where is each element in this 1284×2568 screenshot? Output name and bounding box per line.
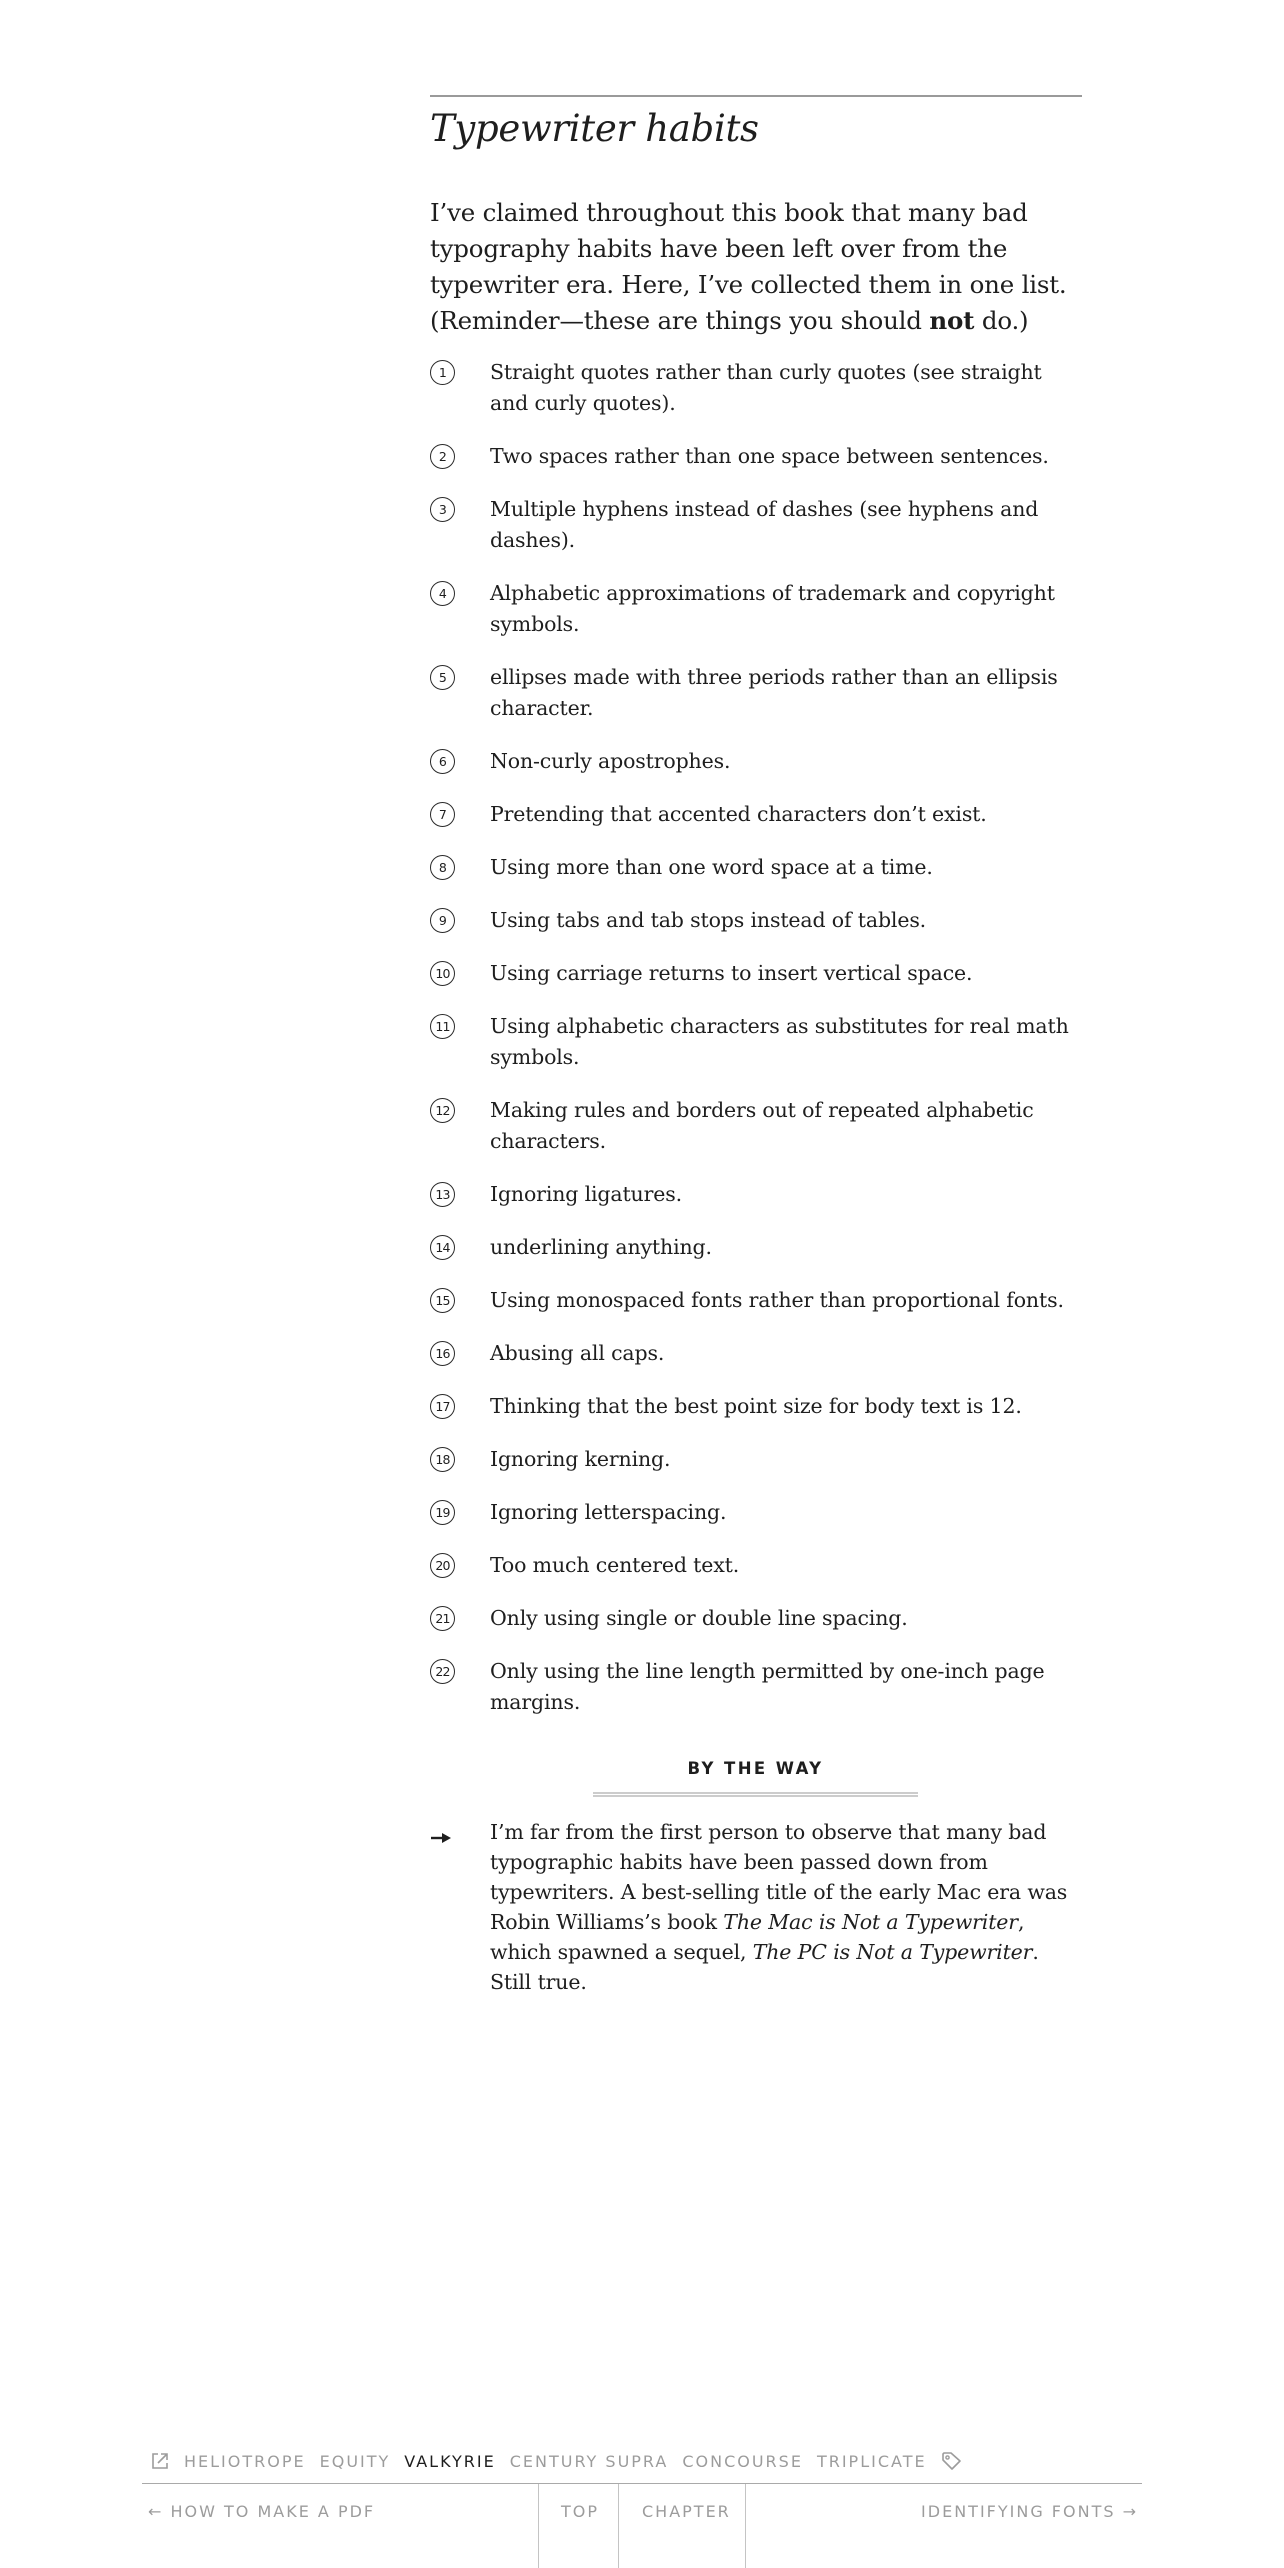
font-option-concourse[interactable]: CONCOURSE bbox=[682, 2451, 803, 2471]
habit-item bbox=[430, 1285, 1082, 1316]
note-text: . Still true. bbox=[490, 1940, 1039, 1994]
habit-item bbox=[430, 1391, 1082, 1422]
habit-text: Two spaces rather than one space between sentences. bbox=[490, 444, 1049, 468]
intro-paragraph bbox=[430, 195, 1082, 339]
habit-item bbox=[430, 1011, 1082, 1073]
next-chapter-link[interactable]: IDENTIFYING FONTS → bbox=[921, 2502, 1138, 2521]
font-option-heliotrope[interactable]: HELIOTROPE bbox=[184, 2451, 306, 2471]
top-link[interactable]: TOP bbox=[561, 2502, 600, 2521]
habit-number-badge: 1 bbox=[430, 360, 455, 385]
habit-number-badge: 16 bbox=[430, 1341, 455, 1366]
nav-divider bbox=[745, 2484, 746, 2568]
habit-text: Ignoring ligatures. bbox=[490, 1182, 682, 1206]
habit-text: Ignoring kerning. bbox=[490, 1447, 671, 1471]
habit-item bbox=[430, 357, 1082, 419]
habit-item bbox=[430, 1179, 1082, 1210]
note-text: , which spawned a sequel, bbox=[490, 1910, 1025, 1964]
intro-text: I’ve claimed throughout this book that many bad typography habits have been left over from the typewriter era. Here, I’ve collected them in one list. (Reminder—these are things you should bbox=[430, 198, 1067, 335]
habit-text: Straight quotes rather than curly quotes (see straight and curly quotes). bbox=[490, 360, 1042, 415]
habit-item bbox=[430, 1550, 1082, 1581]
habit-text: Only using the line length permitted by one-inch page margins. bbox=[490, 1659, 1045, 1714]
habit-item bbox=[430, 1232, 1082, 1263]
footer-nav bbox=[142, 2484, 1142, 2568]
prev-chapter-link[interactable]: ← HOW TO MAKE A PDF bbox=[148, 2502, 376, 2521]
habit-item bbox=[430, 1603, 1082, 1634]
habit-number-badge: 11 bbox=[430, 1014, 455, 1039]
habit-item bbox=[430, 494, 1082, 556]
book-title: The PC is Not a Typewriter bbox=[752, 1940, 1033, 1964]
habit-text: underlining anything. bbox=[490, 1235, 712, 1259]
habit-number-badge: 8 bbox=[430, 855, 455, 880]
by-the-way-rule bbox=[593, 1792, 918, 1797]
habit-item bbox=[430, 852, 1082, 883]
habit-text: Only using single or double line spacing. bbox=[490, 1606, 908, 1630]
font-switcher bbox=[150, 2448, 977, 2474]
habit-number-badge: 5 bbox=[430, 665, 455, 690]
habit-text: Making rules and borders out of repeated alphabetic characters. bbox=[490, 1098, 1034, 1153]
habit-number-badge: 2 bbox=[430, 444, 455, 469]
habit-number-badge: 13 bbox=[430, 1182, 455, 1207]
habit-item bbox=[430, 1656, 1082, 1718]
habit-item bbox=[430, 1095, 1082, 1157]
habit-number-badge: 7 bbox=[430, 802, 455, 827]
habit-number-badge: 6 bbox=[430, 749, 455, 774]
habit-item bbox=[430, 1497, 1082, 1528]
arrow-right-icon bbox=[430, 1823, 452, 1853]
habit-item bbox=[430, 905, 1082, 936]
habit-text: Pretending that accented characters don’t exist. bbox=[490, 802, 987, 826]
habit-text: Ignoring letterspacing. bbox=[490, 1500, 727, 1524]
chapter-link[interactable]: CHAPTER bbox=[642, 2502, 731, 2521]
habit-text: Too much centered text. bbox=[490, 1553, 740, 1577]
font-option-valkyrie[interactable]: VALKYRIE bbox=[404, 2451, 496, 2471]
habit-item bbox=[430, 746, 1082, 777]
habit-number-badge: 9 bbox=[430, 908, 455, 933]
font-option-triplicate[interactable]: TRIPLICATE bbox=[816, 2451, 927, 2471]
nav-divider bbox=[538, 2484, 539, 2568]
habit-text: Abusing all caps. bbox=[490, 1341, 665, 1365]
habit-number-badge: 10 bbox=[430, 961, 455, 986]
habit-text: Non-curly apostrophes. bbox=[490, 749, 731, 773]
chapter-content bbox=[430, 95, 1082, 1997]
habit-number-badge: 4 bbox=[430, 581, 455, 606]
habit-item bbox=[430, 441, 1082, 472]
habit-number-badge: 18 bbox=[430, 1447, 455, 1472]
intro-text-end: do.) bbox=[974, 306, 1029, 335]
intro-emphasis: not bbox=[929, 306, 975, 335]
habit-number-badge: 3 bbox=[430, 497, 455, 522]
tag-icon[interactable] bbox=[941, 2451, 963, 2471]
habit-number-badge: 21 bbox=[430, 1606, 455, 1631]
habit-text: Multiple hyphens instead of dashes (see hyphens and dashes). bbox=[490, 497, 1039, 552]
book-title: The Mac is Not a Typewriter bbox=[723, 1910, 1018, 1934]
habit-number-badge: 14 bbox=[430, 1235, 455, 1260]
habit-item bbox=[430, 799, 1082, 830]
habit-number-badge: 12 bbox=[430, 1098, 455, 1123]
habit-text: ellipses made with three periods rather than an ellipsis character. bbox=[490, 665, 1058, 720]
habit-item bbox=[430, 578, 1082, 640]
habit-item bbox=[430, 1444, 1082, 1475]
habit-number-badge: 20 bbox=[430, 1553, 455, 1578]
title-rule bbox=[430, 95, 1082, 97]
habit-number-badge: 17 bbox=[430, 1394, 455, 1419]
nav-divider bbox=[618, 2484, 619, 2568]
habit-number-badge: 22 bbox=[430, 1659, 455, 1684]
habit-number-badge: 15 bbox=[430, 1288, 455, 1313]
habit-text: Using alphabetic characters as substitutes for real math symbols. bbox=[490, 1014, 1069, 1069]
habit-item bbox=[430, 958, 1082, 989]
page-title: Typewriter habits bbox=[430, 107, 759, 150]
font-option-century-supra[interactable]: CENTURY SUPRA bbox=[509, 2451, 669, 2471]
habit-text: Using monospaced fonts rather than proportional fonts. bbox=[490, 1288, 1064, 1312]
habit-text: Using more than one word space at a time. bbox=[490, 855, 933, 879]
habit-text: Using tabs and tab stops instead of tables. bbox=[490, 908, 927, 932]
external-link-icon[interactable] bbox=[150, 2451, 170, 2471]
by-the-way-heading: BY THE WAY bbox=[687, 1759, 824, 1778]
font-option-equity[interactable]: EQUITY bbox=[319, 2451, 391, 2471]
habit-item bbox=[430, 662, 1082, 724]
habit-text: Thinking that the best point size for body text is 12. bbox=[490, 1394, 1022, 1418]
habit-list bbox=[430, 357, 1082, 1718]
habit-text: Alphabetic approximations of trademark and copyright symbols. bbox=[490, 581, 1055, 636]
habit-number-badge: 19 bbox=[430, 1500, 455, 1525]
by-the-way-note bbox=[430, 1817, 1082, 1997]
habit-item bbox=[430, 1338, 1082, 1369]
habit-text: Using carriage returns to insert vertical space. bbox=[490, 961, 973, 985]
note-text: I’m far from the first person to observe that many bad typographic habits have been passed down from typewriters. A best-selling title of the early Mac era was Robin Williams’s book bbox=[490, 1820, 1068, 1934]
